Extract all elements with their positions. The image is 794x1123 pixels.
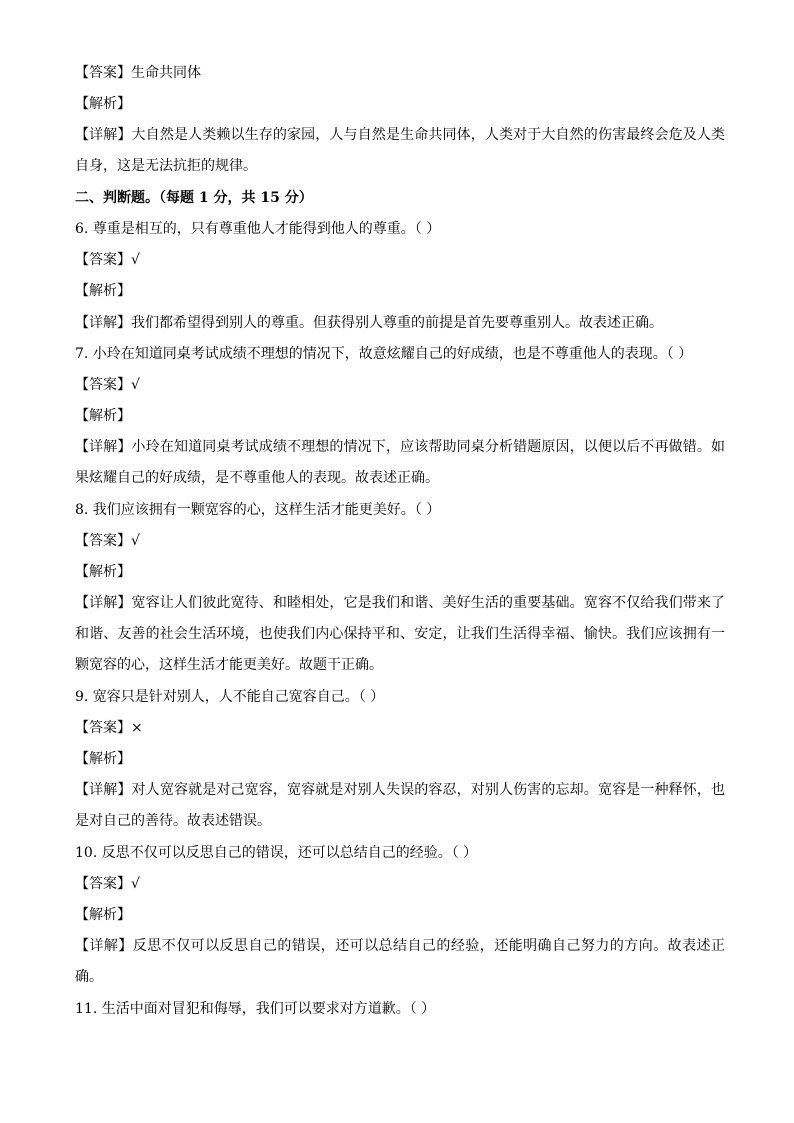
question-text: 7. 小玲在知道同桌考试成绩不理想的情况下，故意炫耀自己的好成绩，也是不尊重他人的表现。（ ） xyxy=(75,345,693,362)
analysis-line xyxy=(75,406,725,426)
answer-line xyxy=(75,718,725,738)
detail-tag: 【详解】 xyxy=(75,314,131,331)
answer-text: 生命共同体 xyxy=(131,65,201,81)
answer-line xyxy=(75,874,725,894)
analysis-tag: 【解析】 xyxy=(75,751,131,768)
detail-paragraph xyxy=(75,432,725,494)
detail-text: 对人宽容就是对己宽容，宽容就是对别人失误的容忍，对别人伤害的忘却。宽容是一种释怀，也是对自己的善待。故表述错误。 xyxy=(75,781,726,830)
analysis-tag: 【解析】 xyxy=(75,96,131,113)
detail-paragraph xyxy=(75,120,725,182)
analysis-line xyxy=(75,562,725,582)
answer-text: √ xyxy=(131,532,140,549)
detail-tag: 【详解】 xyxy=(75,438,132,455)
question-text: 8. 我们应该拥有一颗宽容的心，这样生活才能更美好。（ ） xyxy=(75,501,441,518)
answer-text: √ xyxy=(131,252,140,269)
analysis-line xyxy=(75,905,725,925)
question-10 xyxy=(75,843,725,863)
analysis-line xyxy=(75,281,725,301)
answer-tag: 【答案】 xyxy=(75,376,131,393)
question-11 xyxy=(75,999,725,1019)
answer-line xyxy=(75,63,725,83)
question-text: 11. 生活中面对冒犯和侮辱，我们可以要求对方道歉。（ ） xyxy=(75,1000,436,1017)
answer-tag: 【答案】 xyxy=(75,532,131,549)
question-7 xyxy=(75,344,725,364)
answer-line xyxy=(75,250,725,270)
answer-tag: 【答案】 xyxy=(75,65,131,81)
answer-tag: 【答案】 xyxy=(75,252,131,269)
question-text: 10. 反思不仅可以反思自己的错误，还可以总结自己的经验。（ ） xyxy=(75,844,478,861)
detail-tag: 【详解】 xyxy=(75,781,132,798)
detail-tag: 【详解】 xyxy=(75,126,132,143)
question-6 xyxy=(75,219,725,239)
detail-text: 大自然是人类赖以生存的家园，人与自然是生命共同体，人类对于大自然的伤害最终会危及人类自身，这是无法抗拒的规律。 xyxy=(75,126,726,174)
detail-tag: 【详解】 xyxy=(75,937,133,954)
section-title: 二、判断题。（每题 1 分，共 15 分） xyxy=(75,189,313,206)
answer-tag: 【答案】 xyxy=(75,720,131,737)
analysis-line xyxy=(75,94,725,114)
document-content xyxy=(75,63,725,1030)
answer-text: √ xyxy=(131,876,140,893)
question-8 xyxy=(75,500,725,520)
analysis-line xyxy=(75,749,725,769)
answer-tag: 【答案】 xyxy=(75,876,131,893)
question-9 xyxy=(75,687,725,707)
detail-paragraph xyxy=(75,588,725,682)
analysis-tag: 【解析】 xyxy=(75,907,131,924)
analysis-tag: 【解析】 xyxy=(75,283,131,300)
detail-text: 反思不仅可以反思自己的错误，还可以总结自己的经验，还能明确自己努力的方向。故表述正确。 xyxy=(75,937,726,985)
detail-paragraph xyxy=(75,313,725,333)
answer-text: × xyxy=(131,720,143,737)
detail-paragraph xyxy=(75,775,725,837)
detail-text: 宽容让人们彼此宽待、和睦相处，它是我们和谐、美好生活的重要基础。宽容不仅给我们带来了和谐、友善的社会生活环境，也使我们内心保持平和、安定，让我们生活得幸福、愉快。我们应该拥有一颗宽容的心，这样生活才能更美好。故题干正确。 xyxy=(75,594,726,674)
answer-line xyxy=(75,531,725,551)
analysis-tag: 【解析】 xyxy=(75,408,131,425)
analysis-tag: 【解析】 xyxy=(75,564,131,581)
detail-text: 小玲在知道同桌考试成绩不理想的情况下，应该帮助同桌分析错题原因，以便以后不再做错。如果炫耀自己的好成绩，是不尊重他人的表现。故表述正确。 xyxy=(75,438,726,486)
detail-text: 我们都希望得到别人的尊重。但获得别人尊重的前提是首先要尊重别人。故表述正确。 xyxy=(131,314,663,331)
question-text: 6. 尊重是相互的，只有尊重他人才能得到他人的尊重。（ ） xyxy=(75,220,441,237)
answer-line xyxy=(75,375,725,395)
answer-text: √ xyxy=(131,376,140,393)
detail-tag: 【详解】 xyxy=(75,594,132,611)
question-text: 9. 宽容只是针对别人，人不能自己宽容自己。（ ） xyxy=(75,688,385,705)
detail-paragraph xyxy=(75,931,725,993)
section-heading xyxy=(75,188,725,208)
